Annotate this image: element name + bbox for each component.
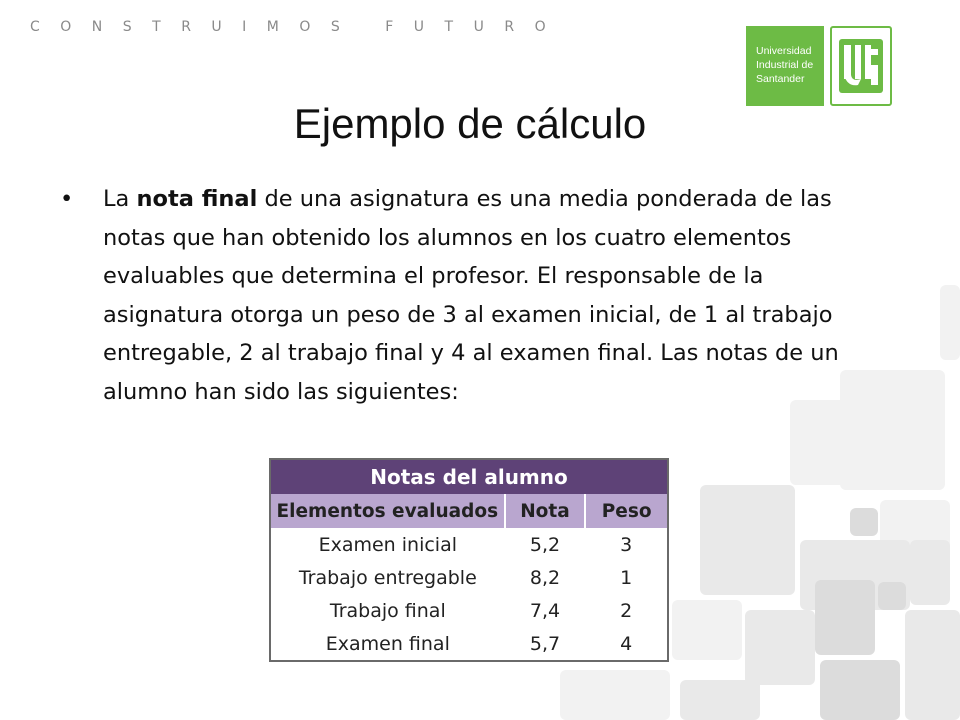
cell-nota: 7,4 [505, 594, 586, 627]
deco-square [940, 285, 960, 360]
cell-elemento: Trabajo final [270, 594, 505, 627]
cell-peso: 2 [585, 594, 668, 627]
cell-nota: 8,2 [505, 561, 586, 594]
banner-tagline: CONSTRUIMOS FUTURO [30, 19, 567, 35]
grades-table [269, 458, 669, 662]
slide-title: Ejemplo de cálculo [293, 100, 647, 147]
deco-square [790, 400, 850, 485]
table-header-row [270, 494, 668, 528]
table-row [270, 561, 668, 594]
deco-square [745, 610, 815, 685]
cell-elemento: Trabajo entregable [270, 561, 505, 594]
deco-square [815, 580, 875, 655]
table-row [270, 594, 668, 627]
column-header-elementos: Elementos evaluados [270, 494, 505, 528]
university-logo [746, 26, 908, 106]
para-text-after: de una asignatura es una media ponderada de las notas que han obtenido los alumnos en los cuatro elementos evaluables que determina el profesor. El responsable de la asignatura otorga un peso de 3 al examen inicial, de 1 al trabajo entregable, 2 al trabajo final y 4 al examen final. Las notas de un alumno han sido las siguientes: [103, 186, 839, 405]
deco-square [820, 660, 900, 720]
bullet-paragraph [103, 180, 890, 411]
deco-square [878, 582, 906, 610]
logo-line: Industrial de [756, 59, 814, 71]
deco-square [672, 600, 742, 660]
uis-logo-icon [838, 35, 884, 97]
deco-square [700, 485, 795, 595]
column-header-peso: Peso [585, 494, 668, 528]
logo-line: Santander [756, 73, 805, 85]
logo-line: Universidad [756, 45, 812, 57]
deco-square [560, 670, 670, 720]
cell-peso: 3 [585, 528, 668, 561]
deco-square [905, 610, 960, 720]
bullet-marker: • [60, 186, 74, 212]
deco-square [850, 508, 878, 536]
table-row [270, 627, 668, 661]
column-header-nota: Nota [505, 494, 586, 528]
uis-logo-mark [830, 26, 892, 106]
cell-elemento: Examen inicial [270, 528, 505, 561]
table-title: Notas del alumno [270, 459, 668, 494]
cell-nota: 5,7 [505, 627, 586, 661]
logo-text [746, 26, 824, 106]
table-row [270, 528, 668, 561]
cell-nota: 5,2 [505, 528, 586, 561]
cell-peso: 4 [585, 627, 668, 661]
deco-square [910, 540, 950, 605]
para-bold-term: nota final [136, 186, 258, 212]
deco-square [680, 680, 760, 720]
slide-body [60, 180, 890, 411]
cell-peso: 1 [585, 561, 668, 594]
cell-elemento: Examen final [270, 627, 505, 661]
para-text-before: La [103, 186, 137, 212]
